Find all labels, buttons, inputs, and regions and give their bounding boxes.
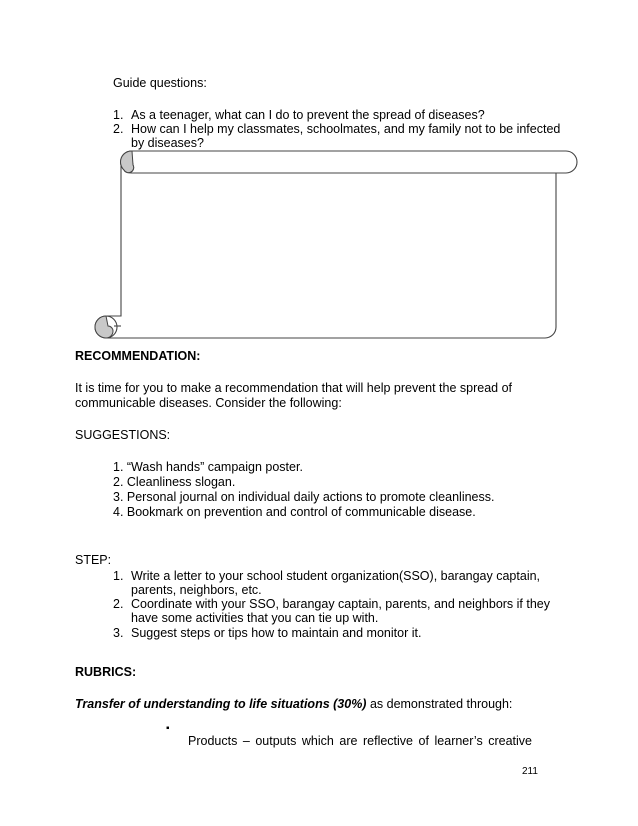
step-2-line-2: have some activities that you can tie up with.	[131, 611, 379, 625]
suggestion-item: 2. Cleanliness slogan.	[113, 475, 236, 489]
step-3: Suggest steps or tips how to maintain and monitor it.	[131, 626, 422, 640]
transfer-bold-text: Transfer of understanding to life situations (30%)	[75, 697, 367, 711]
question-number: 1.	[113, 108, 124, 122]
question-1: As a teenager, what can I do to prevent the spread of diseases?	[131, 108, 485, 122]
suggestion-item: 1. “Wash hands” campaign poster.	[113, 460, 303, 474]
recommendation-line-2: communicable diseases. Consider the following:	[75, 396, 342, 410]
step-1-line-1: Write a letter to your school student organization(SSO), barangay captain,	[131, 569, 541, 583]
step-number: 3.	[113, 626, 124, 640]
step-number: 2.	[113, 597, 124, 611]
recommendation-heading: RECOMMENDATION:	[75, 349, 201, 363]
recommendation-line-1: It is time for you to make a recommendation that will help prevent the spread of	[75, 381, 513, 395]
suggestion-item: 3. Personal journal on individual daily actions to promote cleanliness.	[113, 490, 495, 504]
question-number: 2.	[113, 122, 124, 136]
square-bullet-icon: ▪	[166, 723, 170, 734]
answer-scroll-box[interactable]	[0, 0, 638, 345]
question-2-line-2: by diseases?	[131, 136, 204, 150]
step-2-line-1: Coordinate with your SSO, barangay captain, parents, and neighbors if they	[131, 597, 551, 611]
question-2-line-1: How can I help my classmates, schoolmates, and my family not to be infected	[131, 122, 561, 136]
step-1-line-2: parents, neighbors, etc.	[131, 583, 262, 597]
products-bullet-text: Products – outputs which are reflective of learner’s creative	[188, 733, 532, 748]
guide-title: Guide questions:	[113, 76, 207, 90]
suggestions-heading: SUGGESTIONS:	[75, 428, 171, 442]
transfer-statement	[75, 697, 512, 712]
step-heading: STEP:	[75, 553, 112, 567]
suggestion-item: 4. Bookmark on prevention and control of communicable disease.	[113, 505, 476, 519]
page-number: 211	[522, 766, 538, 777]
rubrics-heading: RUBRICS:	[75, 665, 137, 679]
transfer-rest-text: as demonstrated through:	[366, 697, 513, 711]
step-number: 1.	[113, 569, 124, 583]
